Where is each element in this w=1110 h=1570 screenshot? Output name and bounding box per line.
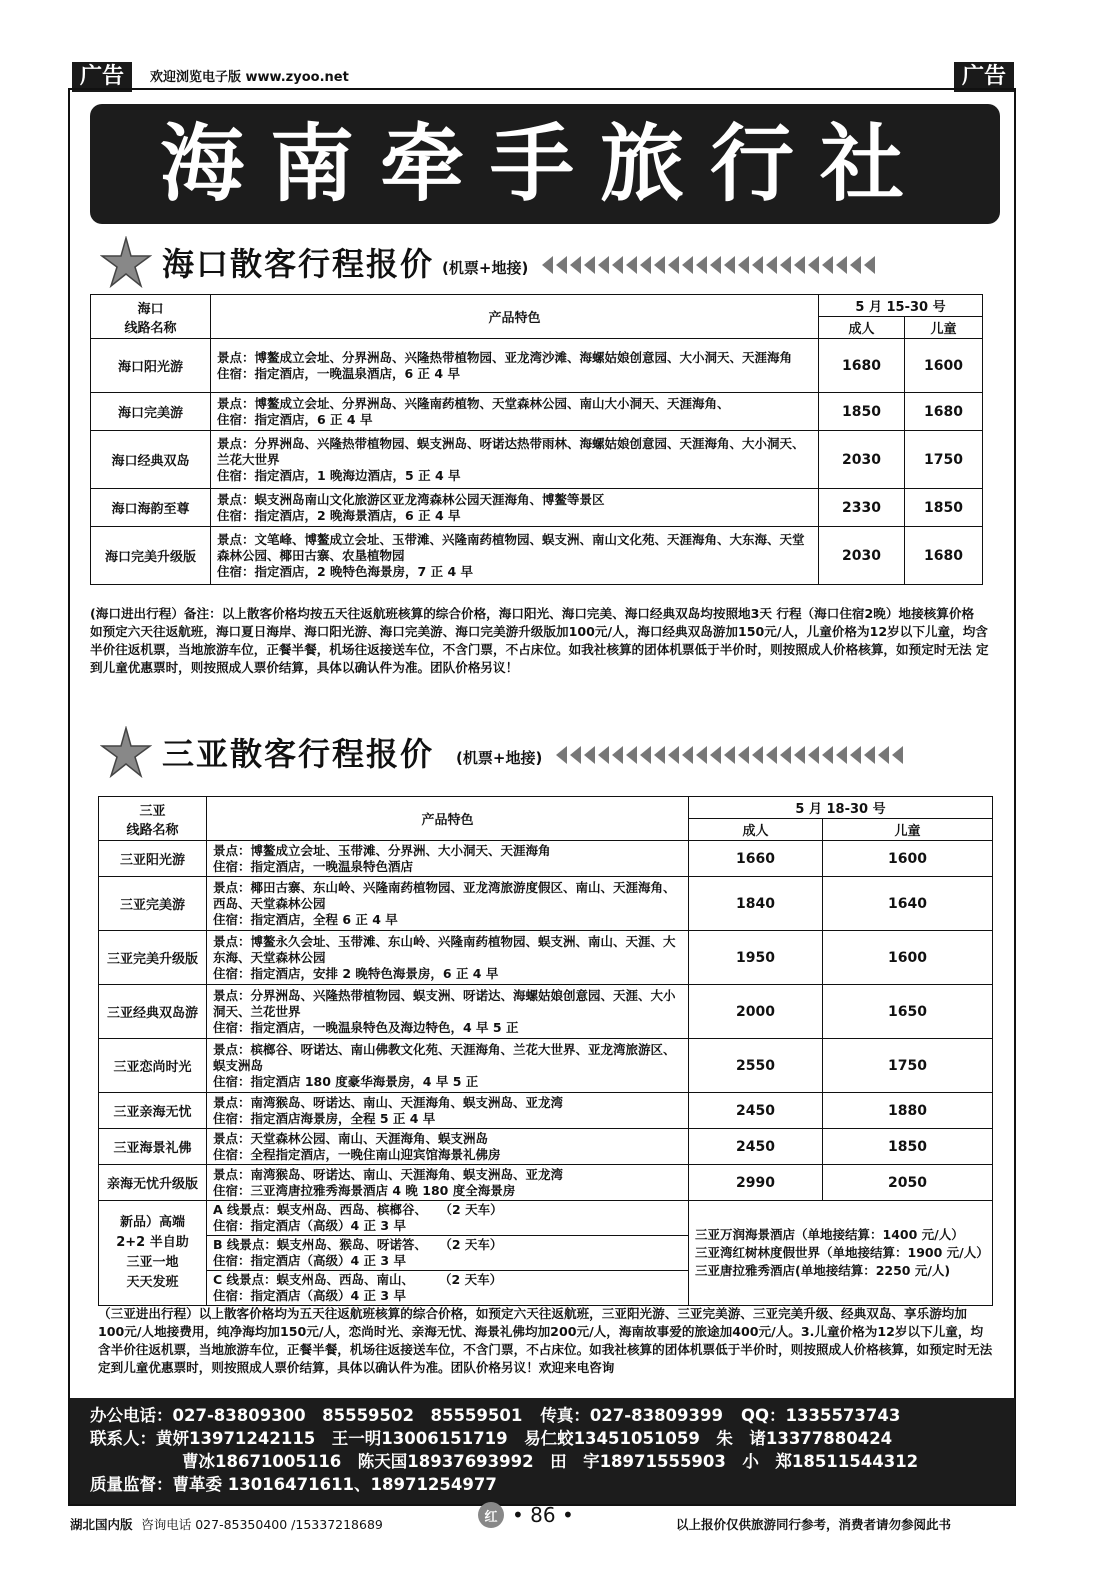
fax: 传真：027-83809399 <box>540 1406 723 1425</box>
adult-price: 2330 <box>819 489 905 527</box>
route-name: 三亚恋尚时光 <box>99 1039 207 1093</box>
route-name: 海口完美升级版 <box>91 527 211 585</box>
sanya-note: （三亚进出行程）以上散客价格均为五天往返航班核算的综合价格，如预定六天往返航班，三亚阳光游、三亚完美游、三亚完美升级、经典双岛、享乐游均加100元/人地接费用，纯净海均加150元/人，恋尚时光、亲海无忧、海景礼佛均加200元/人，海南故事爱的旅途加400元/人。3.儿童价格为12岁以下儿童，均含半价往返机票，当地旅游车位，正餐半餐，机场往返接送车位，不含门票，不占床位。如我社核算的团体机票低于半价时，则按照成人价格核算，如预定时无法 定到儿童优惠票时，则按照成人票价结算，具体以确认件为准。团队价格另议！欢迎来电咨询 <box>98 1306 993 1375</box>
contact-panel <box>70 1398 1015 1504</box>
route-name: 三亚完美升级版 <box>99 931 207 985</box>
route-feature: 景点：博鳌成立会址、分界洲岛、兴隆热带植物园、亚龙湾沙滩、海螺姑娘创意园、大小洞天、天涯海角 住宿：指定酒店，一晚温泉酒店，6 正 4 早 <box>211 339 819 393</box>
child-price: 1850 <box>823 1129 993 1165</box>
adult-price: 2550 <box>689 1039 823 1093</box>
col-adult-header: 成人 <box>819 317 905 339</box>
adult-price: 2450 <box>689 1129 823 1165</box>
table-row <box>99 1093 993 1129</box>
route-name: 三亚完美游 <box>99 877 207 931</box>
route-feature: 景点：南湾猴岛、呀诺达、南山、天涯海角、蜈支洲岛、亚龙湾 住宿：指定酒店海景房，全程 5 正 4 早 <box>207 1093 689 1129</box>
ad-tag-right: 广告 <box>954 62 1014 92</box>
route-feature: A 线景点：蜈支州岛、西岛、槟榔谷、 （2 天车） 住宿：指定酒店（高级）4 正 3 早 B 线景点：蜈支州岛、猴岛、呀诺答、 （2 天车） 住宿：指定酒店（高级）4 正 3 早 C 线景点：蜈支州岛、西岛、南山、 （2 天车） 住宿：指定酒店（高级）4 正 3 早 <box>207 1201 689 1306</box>
hotel-settlement: 三亚万润海景酒店（单地接结算：1400 元/人） 三亚湾红树林度假世界（单地接结算：1900 元/人） 三亚唐拉雅秀酒店(单地接结算：2250 元/人) <box>689 1201 993 1306</box>
route-name: 三亚阳光游 <box>99 841 207 877</box>
starfish-icon <box>100 726 152 778</box>
adult-price: 1850 <box>819 393 905 431</box>
page-number-text: • 86 • <box>512 1503 574 1527</box>
table-row <box>91 489 983 527</box>
adult-price: 2000 <box>689 985 823 1039</box>
route-feature: 景点：天堂森林公园、南山、天涯海角、蜈支洲岛 住宿：全程指定酒店，一晚住南山迎宾馆海景礼佛房 <box>207 1129 689 1165</box>
adult-price: 1660 <box>689 841 823 877</box>
child-price: 1850 <box>905 489 983 527</box>
table-row <box>91 431 983 489</box>
child-price: 1600 <box>905 339 983 393</box>
col-feature-header: 产品特色 <box>211 295 819 339</box>
route-name: 三亚亲海无忧 <box>99 1093 207 1129</box>
ad-tag-left: 广告 <box>72 62 132 92</box>
route-feature: 景点：分界洲岛、兴隆热带植物园、蜈支洲、呀诺达、海螺姑娘创意园、天涯、大小洞天、兰花世界 住宿：指定酒店，一晚温泉特色及海边特色，4 早 5 正 <box>207 985 689 1039</box>
col-feature-header: 产品特色 <box>207 797 689 841</box>
child-price: 1880 <box>823 1093 993 1129</box>
adult-price: 1950 <box>689 931 823 985</box>
table-row <box>91 339 983 393</box>
route-feature: 景点：蜈支洲岛南山文化旅游区亚龙湾森林公园天涯海角、博鳌等景区 住宿：指定酒店，2 晚海景酒店，6 正 4 早 <box>211 489 819 527</box>
sanya-section-heading <box>100 726 906 778</box>
child-price: 1680 <box>905 393 983 431</box>
adult-price: 1840 <box>689 877 823 931</box>
route-name: 新品）高端 2+2 半自助 三亚一地 天天发班 <box>99 1201 207 1306</box>
route-feature: 景点：椰田古寨、东山岭、兴隆南药植物园、亚龙湾旅游度假区、南山、天涯海角、西岛、天堂森林公园 住宿：指定酒店，全程 6 正 4 早 <box>207 877 689 931</box>
child-price: 1600 <box>823 931 993 985</box>
route-name: 海口完美游 <box>91 393 211 431</box>
col-adult-header: 成人 <box>689 819 823 841</box>
child-price: 1640 <box>823 877 993 931</box>
edition-label: 湖北国内版 <box>70 1517 133 1532</box>
footer-edition <box>70 1515 383 1533</box>
qq: QQ：1335573743 <box>740 1406 901 1425</box>
table-row <box>99 1129 993 1165</box>
table-row <box>91 527 983 585</box>
arrow-decoration <box>556 746 906 764</box>
route-feature: 景点：南湾猴岛、呀诺达、南山、天涯海角、蜈支洲岛、亚龙湾 住宿：三亚湾唐拉雅秀海景酒店 4 晚 180 度全海景房 <box>207 1165 689 1201</box>
haikou-price-table <box>90 294 983 585</box>
contacts-line-2: 曹冰18671005116 陈天国18937693992 田 宇18971555903 小 郑18511544312 <box>182 1452 919 1471</box>
route-feature: 景点：文笔峰、博鳌成立会址、玉带滩、兴隆南药植物园、蜈支洲、南山文化苑、天涯海角、大东海、天堂森林公园、椰田古寨、农垦植物园 住宿：指定酒店，2 晚特色海景房，7 正 4 早 <box>211 527 819 585</box>
child-price: 1600 <box>823 841 993 877</box>
col-child-header: 儿童 <box>823 819 993 841</box>
col-route-header: 三亚 线路名称 <box>99 797 207 841</box>
adult-price: 2450 <box>689 1093 823 1129</box>
haikou-title: 海口散客行程报价 <box>162 245 435 283</box>
child-price: 1750 <box>905 431 983 489</box>
contacts-line-1: 联系人：黄妍13971242115 王一明13006151719 易仁蛟13451051059 朱 诸13377880424 <box>90 1429 893 1448</box>
route-name: 三亚经典双岛游 <box>99 985 207 1039</box>
page-number <box>478 1502 574 1528</box>
col-date-header: 5 月 18-30 号 <box>689 797 993 819</box>
adult-price: 2990 <box>689 1165 823 1201</box>
route-feature: 景点：博鳌永久会址、玉带滩、东山岭、兴隆南药植物园、蜈支洲、南山、天涯、大东海、天堂森林公园 住宿：指定酒店，安排 2 晚特色海景房，6 正 4 早 <box>207 931 689 985</box>
office-phone: 办公电话：027-83809300 85559502 85559501 <box>90 1406 523 1425</box>
table-row <box>99 1201 993 1306</box>
haikou-subtitle: (机票+地接) <box>442 258 529 277</box>
route-name: 亲海无忧升级版 <box>99 1165 207 1201</box>
page-badge-icon: 红 <box>478 1502 504 1528</box>
hotline: 咨询电话 027-85350400 /15337218689 <box>141 1517 383 1532</box>
table-row <box>91 393 983 431</box>
haikou-section-heading <box>100 236 878 288</box>
sanya-price-table <box>98 796 993 1306</box>
welcome-text: 欢迎浏览电子版 www.zyoo.net <box>150 70 349 85</box>
adult-price: 2030 <box>819 527 905 585</box>
table-row <box>99 877 993 931</box>
sanya-subtitle: (机票+地接) <box>456 748 543 767</box>
footer-disclaimer: 以上报价仅供旅游同行参考，消费者请勿参阅此书 <box>676 1517 952 1532</box>
route-name: 三亚海景礼佛 <box>99 1129 207 1165</box>
route-feature: 景点：槟榔谷、呀诺达、南山佛教文化苑、天涯海角、兰花大世界、亚龙湾旅游区、蜈支洲岛 住宿：指定酒店 180 度豪华海景房，4 早 5 正 <box>207 1039 689 1093</box>
child-price: 1650 <box>823 985 993 1039</box>
child-price: 2050 <box>823 1165 993 1201</box>
adult-price: 2030 <box>819 431 905 489</box>
route-name: 海口经典双岛 <box>91 431 211 489</box>
col-date-header: 5 月 15-30 号 <box>819 295 983 317</box>
quality-supervision: 质量监督：曹革委 13016471611、18971254977 <box>90 1475 497 1494</box>
table-row <box>99 841 993 877</box>
table-row <box>99 985 993 1039</box>
agency-title-banner: 海南牵手旅行社 <box>90 104 1000 224</box>
haikou-note: (海口进出行程）备注：以上散客价格均按五天往返航班核算的综合价格，海口阳光、海口完美、海口经典双岛均按照地3天 行程（海口住宿2晚）地接核算价格 如预定六天往返航班，海口夏日海岸、海口阳光游、海口完美游、海口完美游升级版加100元/人，海口经典双岛游加150元/人，儿童价格为12岁以下儿童，均含半价往返机票，当地旅游车位，正餐半餐，机场往返接送车位，不含门票，不占床位。如我社核算的团体机票低于半价时，则按照成人价格核算，如预定时无法 定到儿童优惠票时，则按照成人票价结算，具体以确认件为准。团队价格另议！ <box>90 606 989 675</box>
table-row <box>99 1039 993 1093</box>
arrow-decoration <box>542 256 878 274</box>
adult-price: 1680 <box>819 339 905 393</box>
col-child-header: 儿童 <box>905 317 983 339</box>
route-feature: 景点：分界洲岛、兴隆热带植物园、蜈支洲岛、呀诺达热带雨林、海螺姑娘创意园、天涯海角、大小洞天、兰花大世界 住宿：指定酒店，1 晚海边酒店，5 正 4 早 <box>211 431 819 489</box>
col-route-header: 海口 线路名称 <box>91 295 211 339</box>
child-price: 1750 <box>823 1039 993 1093</box>
starfish-icon <box>100 236 152 288</box>
sanya-title: 三亚散客行程报价 <box>162 735 435 773</box>
child-price: 1680 <box>905 527 983 585</box>
table-row <box>99 1165 993 1201</box>
route-feature: 景点：博鳌成立会址、分界洲岛、兴隆南药植物、天堂森林公园、南山大小洞天、天涯海角、 住宿：指定酒店，6 正 4 早 <box>211 393 819 431</box>
table-row <box>99 931 993 985</box>
route-name: 海口阳光游 <box>91 339 211 393</box>
route-feature: 景点：博鳌成立会址、玉带滩、分界洲、大小洞天、天涯海角 住宿：指定酒店，一晚温泉特色酒店 <box>207 841 689 877</box>
route-name: 海口海韵至尊 <box>91 489 211 527</box>
